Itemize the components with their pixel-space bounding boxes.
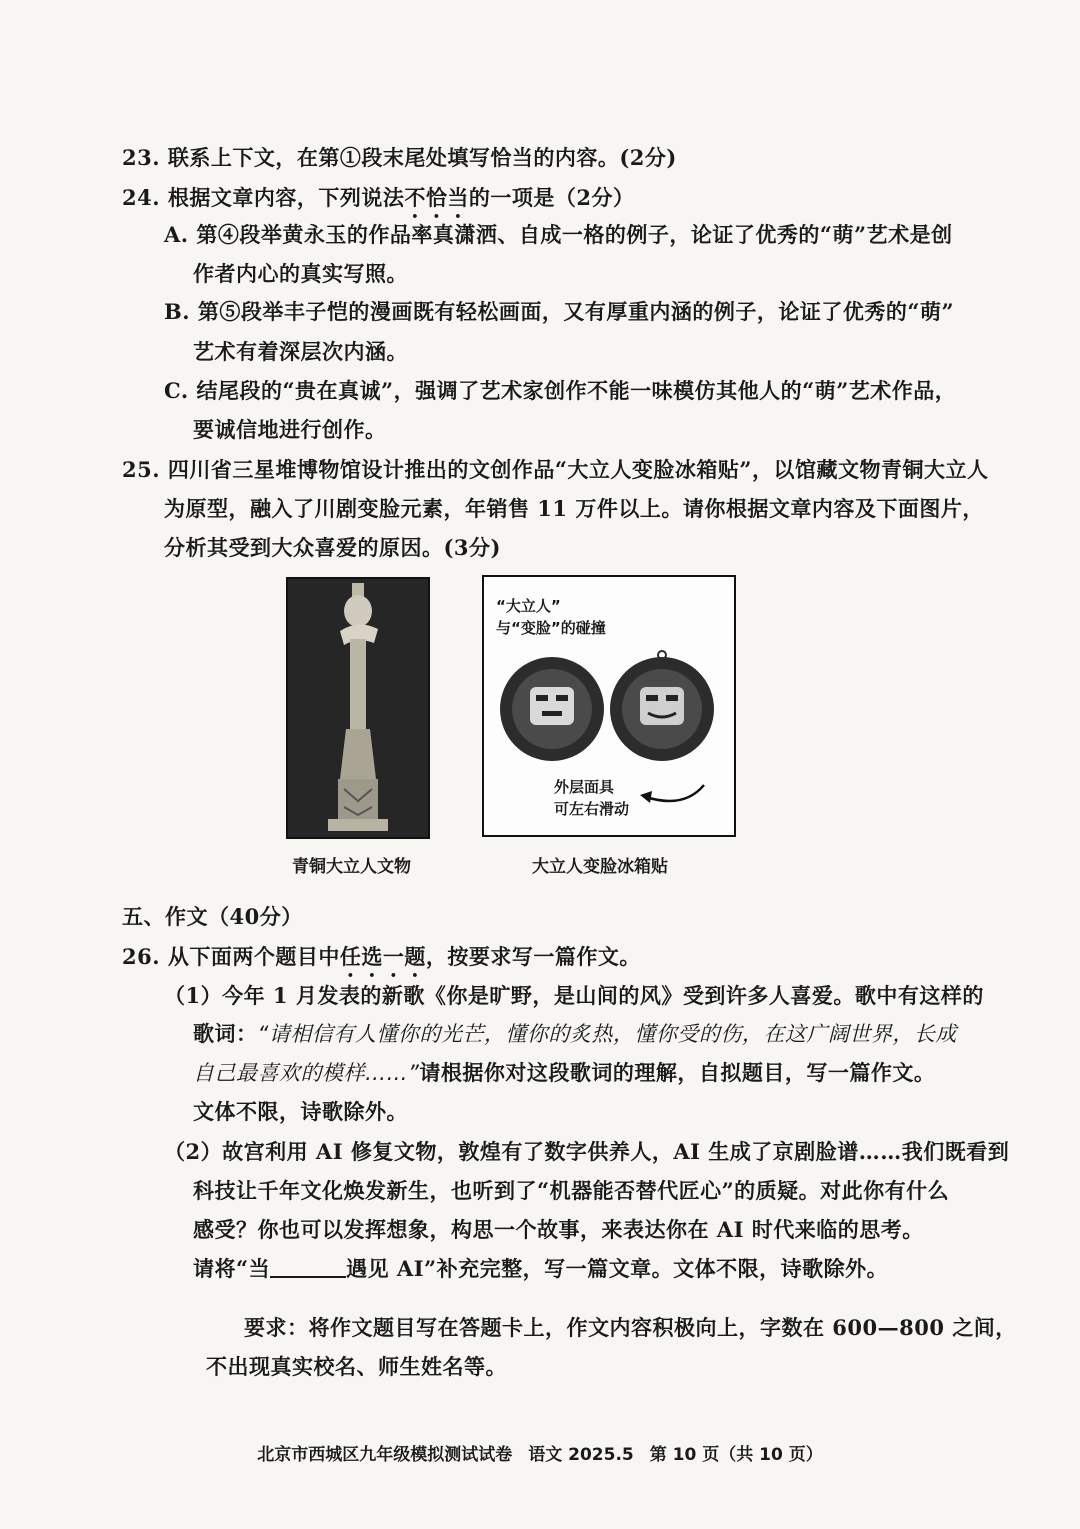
q26-emphasis: 任选一题	[339, 944, 426, 969]
prompt-1-lyric-part1: “请相信有人懂你的光芒，懂你的炙热，懂你受的伤，在这广阔世界，长成	[257, 1022, 957, 1046]
q26-text-post: ，按要求写一篇作文。	[425, 944, 641, 969]
mask-medallions-icon	[484, 647, 734, 767]
bronze-figure-photo	[286, 577, 430, 839]
prompt-1-line2	[193, 1019, 957, 1049]
q24-option-b-line2: 艺术有着深层次内涵。	[193, 339, 408, 364]
question-25-line2: 为原型，融入了川剧变脸元素，年销售 11 万件以上。请你根据文章内容及下面图片，	[164, 496, 984, 521]
prompt-1-instruction: 请根据你对这段歌词的理解，自拟题目，写一篇作文。	[419, 1060, 936, 1085]
prompt-1-lyric-label: 歌词：	[193, 1021, 258, 1046]
section-5-heading: 五、作文（40分）	[122, 904, 303, 929]
page-footer	[0, 1440, 1080, 1465]
prompt-2-title-pre: 请将“当	[193, 1256, 271, 1281]
prompt-2-line4	[193, 1254, 888, 1284]
sticker-title-line2: 与“变脸”的碰撞	[496, 619, 606, 637]
footer-exam-name: 北京市西城区九年级模拟测试试卷	[257, 1445, 513, 1465]
requirements-line2: 不出现真实校名、师生姓名等。	[206, 1354, 507, 1379]
footer-subject: 语文 2025.5	[528, 1445, 634, 1465]
q24-option-b-line1: B. 第⑤段举丰子恺的漫画既有轻松画面，又有厚重内涵的例子，论证了优秀的“萌”	[164, 299, 955, 324]
fridge-magnet-illustration	[482, 575, 736, 837]
prompt-2-line3: 感受？你也可以发挥想象，构思一个故事，来表达你在 AI 时代来临的思考。	[193, 1217, 924, 1242]
q24-option-c-line2: 要诚信地进行创作。	[193, 417, 387, 442]
bronze-figure-icon	[288, 579, 428, 837]
prompt-1-lyric-part2: 自己最喜欢的模样……”	[193, 1061, 420, 1085]
question-23: 23. 联系上下文，在第①段末尾处填写恰当的内容。(2分)	[122, 145, 677, 170]
requirements-line1: 要求：将作文题目写在答题卡上，作文内容积极向上，字数在 600—800 之间，	[244, 1315, 1017, 1340]
q24-emphasis: 不恰当	[404, 185, 469, 210]
prompt-2-line2: 科技让千年文化焕发新生，也听到了“机器能否替代匠心”的质疑。对此你有什么	[193, 1178, 950, 1203]
prompt-2-line1: （2）故宫利用 AI 修复文物，敦煌有了数字供养人，AI 生成了京剧脸谱……我们既看到	[164, 1139, 1010, 1164]
prompt-2-title-post: 遇见 AI”补充完整，写一篇文章。文体不限，诗歌除外。	[346, 1256, 889, 1281]
prompt-1-line1: （1）今年 1 月发表的新歌《你是旷野，是山间的风》受到许多人喜爱。歌中有这样的	[164, 983, 984, 1008]
caption-fridge-magnet: 大立人变脸冰箱贴	[532, 857, 668, 877]
question-26	[122, 942, 641, 982]
q24-text-pre: 24. 根据文章内容，下列说法	[122, 185, 405, 210]
prompt-1-line4: 文体不限，诗歌除外。	[193, 1099, 408, 1124]
question-24	[122, 183, 634, 223]
sticker-title-line1: “大立人”	[496, 597, 561, 615]
question-25-line1: 25. 四川省三星堆博物馆设计推出的文创作品“大立人变脸冰箱贴”，以馆藏文物青铜大立人	[122, 457, 989, 482]
caption-bronze-figure: 青铜大立人文物	[292, 857, 411, 877]
slide-arrow-icon	[634, 775, 714, 815]
q26-text-pre: 26. 从下面两个题目中	[122, 944, 340, 969]
q24-option-c-line1: C. 结尾段的“贵在真诚”，强调了艺术家创作不能一味模仿其他人的“萌”艺术作品，	[164, 378, 957, 403]
q24-option-a-line1: A. 第④段举黄永玉的作品率真潇洒、自成一格的例子，论证了优秀的“萌”艺术是创	[164, 222, 953, 247]
prompt-1-line3	[193, 1058, 935, 1088]
question-25-line3: 分析其受到大众喜爱的原因。(3分)	[164, 535, 501, 560]
footer-page-number: 第 10 页（共 10 页）	[649, 1445, 823, 1465]
sticker-note-line2: 可左右滑动	[554, 800, 630, 818]
q24-text-post: 的一项是（2分）	[468, 185, 635, 210]
sticker-note-line1: 外层面具	[554, 778, 615, 796]
title-blank	[270, 1256, 346, 1278]
q24-option-a-line2: 作者内心的真实写照。	[193, 261, 408, 286]
